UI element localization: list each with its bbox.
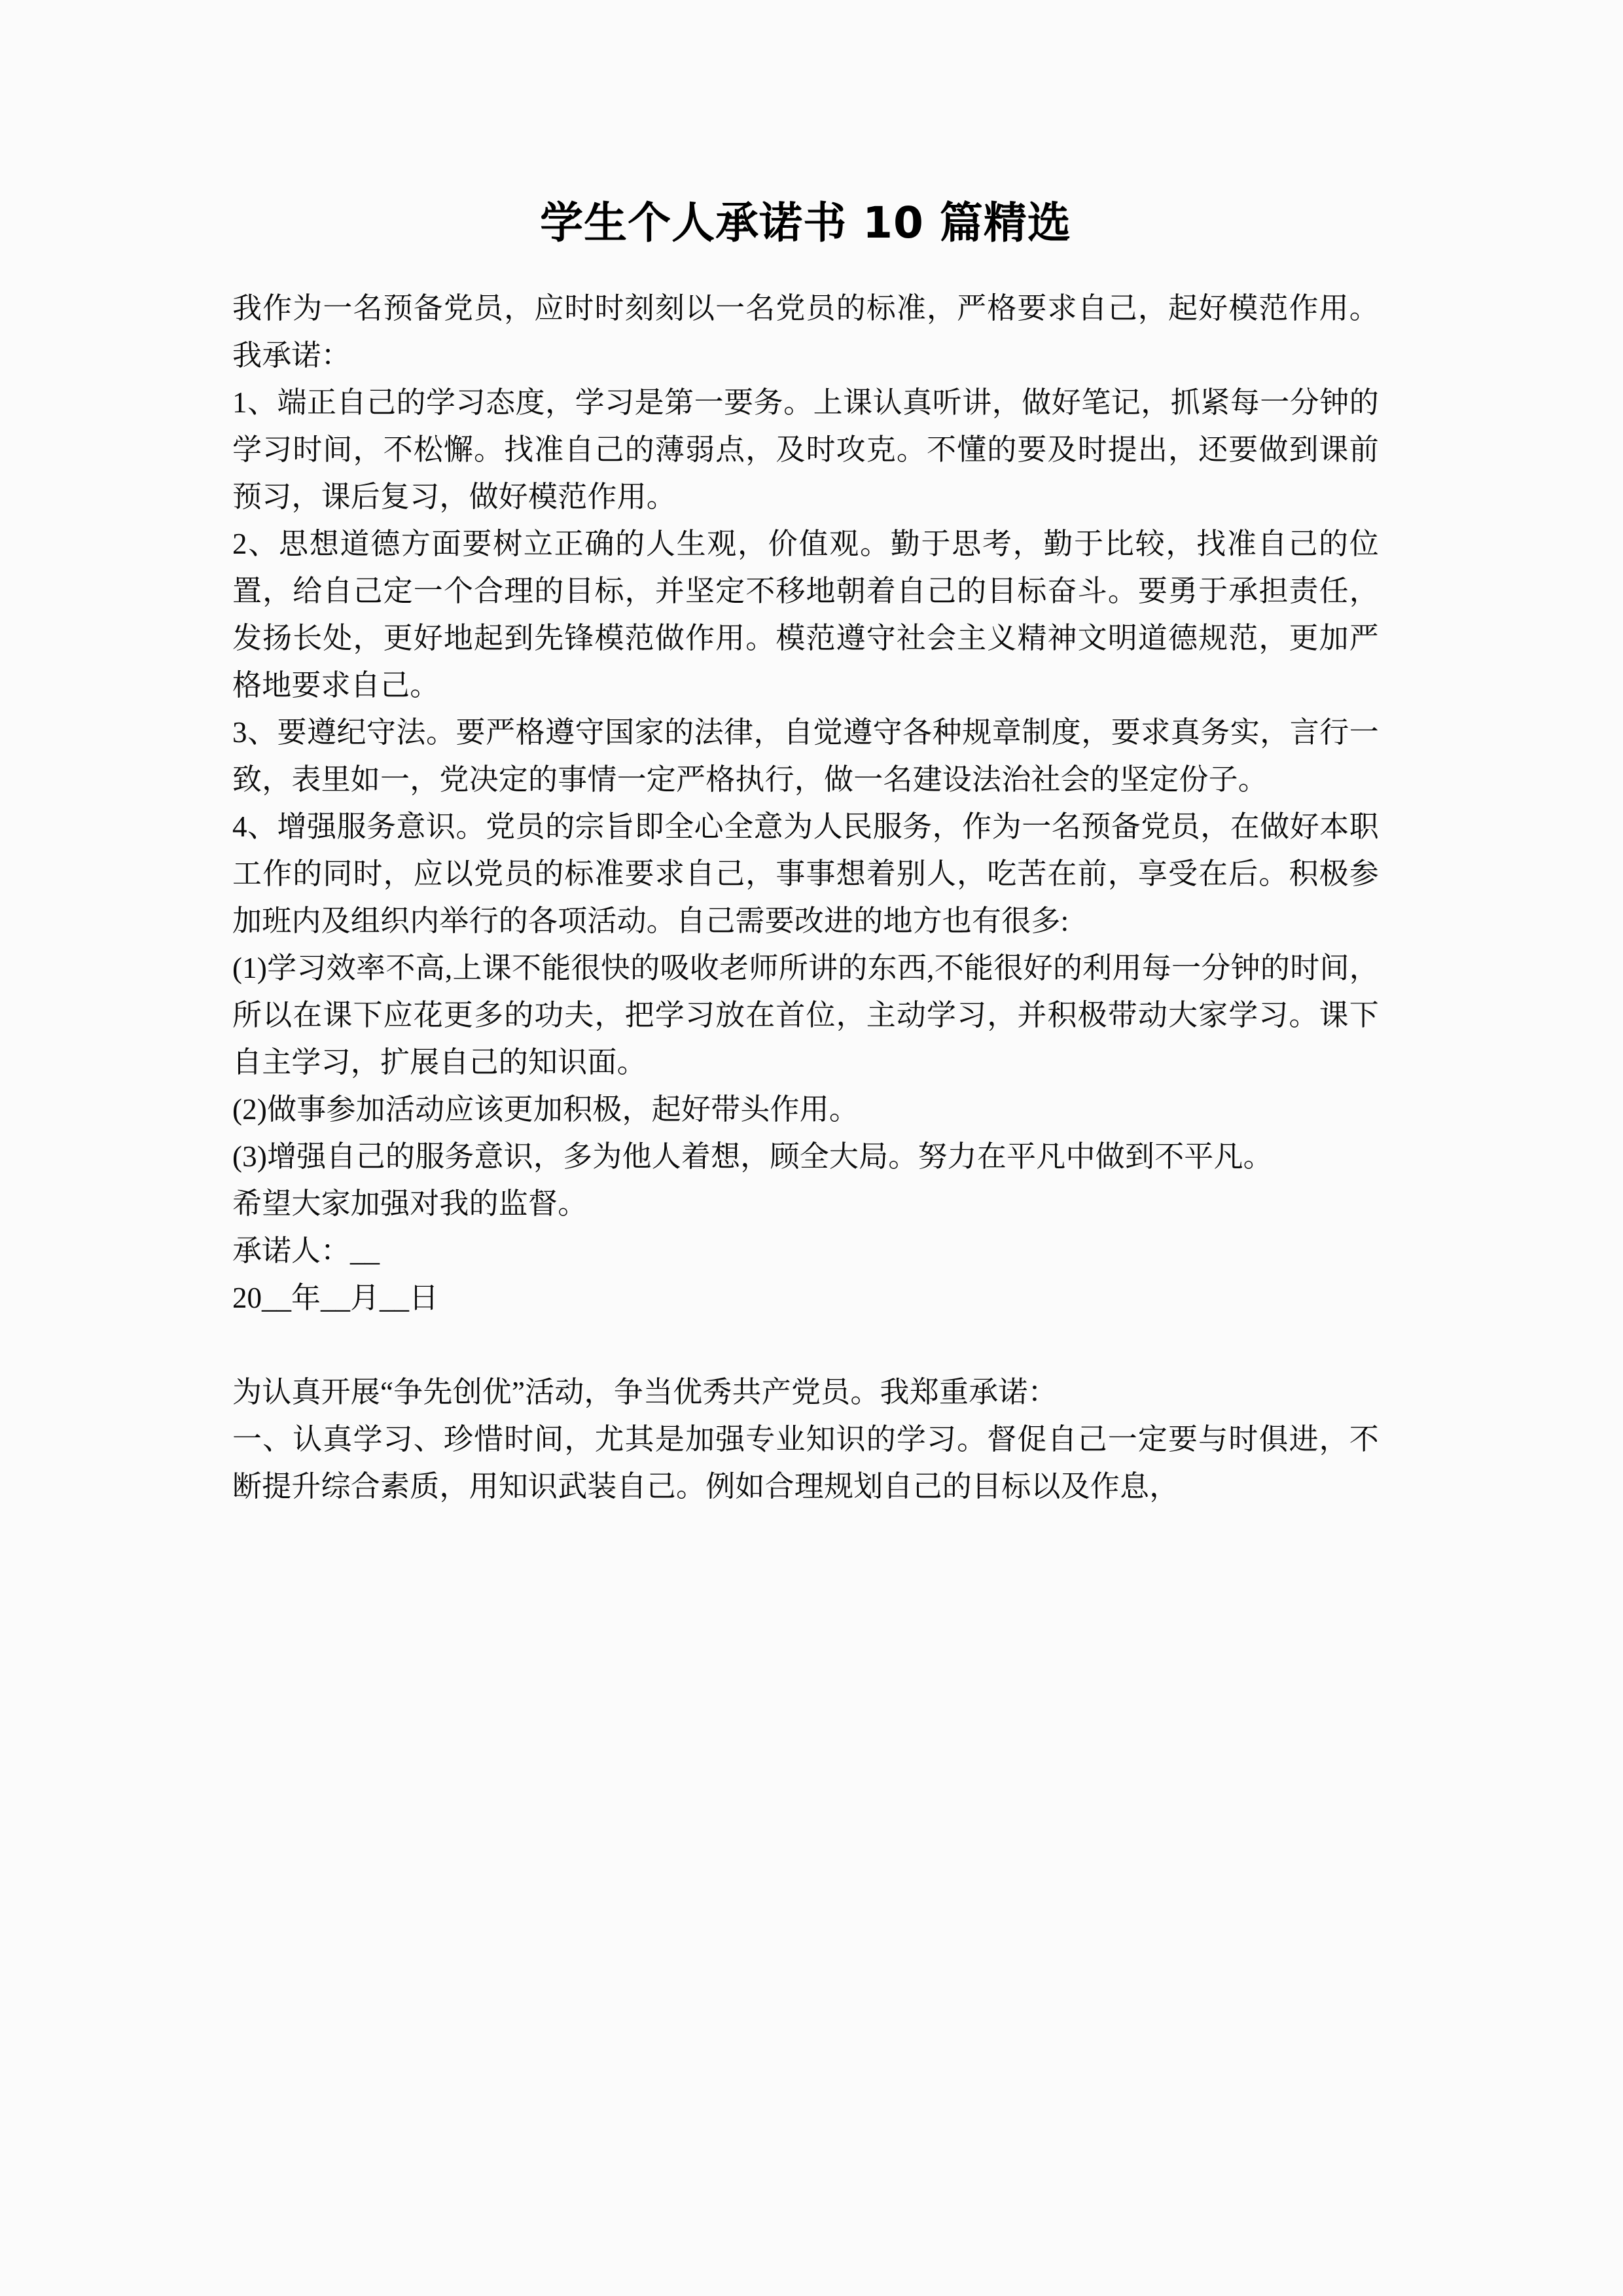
paragraph-second-intro: 为认真开展“争先创优”活动，争当优秀共产党员。我郑重承诺： [232, 1375, 1058, 1408]
promisor-label: 承诺人： [232, 1234, 351, 1267]
paragraph-sub-3: (3)增强自己的服务意识，多为他人着想，顾全大局。努力在平凡中做到不平凡。 [232, 1139, 1273, 1173]
paragraph-item-4: 4、增强服务意识。党员的宗旨即全心全意为人民服务，作为一名预备党员，在做好本职工作的同时，应以党员的标准要求自己，事事想着别人，吃苦在前，享受在后。积极参加班内及组织内举行的各项活动。自己需要改进的地方也有很多: [232, 810, 1379, 937]
page-title: 学生个人承诺书 10 篇精选 [540, 198, 1071, 248]
document-content [232, 0, 1379, 1510]
promisor-line [232, 1227, 1379, 1274]
paragraph-closing: 希望大家加强对我的监督。 [232, 1187, 588, 1220]
paragraph-item-1: 1、端正自己的学习态度，学习是第一要务。上课认真听讲，做好笔记，抓紧每一分钟的学习时间，不松懈。找准自己的薄弱点，及时攻克。不懂的要及时提出，还要做到课前预习，课后复习，做好模范作用。 [232, 386, 1379, 513]
section-spacer [232, 1321, 1379, 1369]
paragraph-sub-1: (1)学习效率不高,上课不能很快的吸收老师所讲的东西,不能很好的利用每一分钟的时间，所以在课下应花更多的功夫，把学习放在首位，主动学习，并积极带动大家学习。课下自主学习，扩展自己的知识面。 [232, 951, 1379, 1079]
paragraph-item-2: 2、思想道德方面要树立正确的人生观，价值观。勤于思考，勤于比较，找准自己的位置，给自己定一个合理的目标，并坚定不移地朝着自己的目标奋斗。要勇于承担责任，发扬长处，更好地起到先锋模范做作用。模范遵守社会主义精神文明道德规范，更加严格地要求自己。 [232, 527, 1379, 702]
paragraph-sub-2: (2)做事参加活动应该更加积极，起好带头作用。 [232, 1092, 859, 1126]
paragraph-item-3: 3、要遵纪守法。要严格遵守国家的法律，自觉遵守各种规章制度，要求真务实，言行一致，表里如一，党决定的事情一定严格执行，做一名建设法治社会的坚定份子。 [232, 715, 1379, 796]
promisor-blank: __ [350, 1234, 380, 1267]
date-line: 20__年__月__日 [232, 1281, 439, 1314]
document-body [232, 285, 1379, 1510]
paragraph-second-item-1: 一、认真学习、珍惜时间，尤其是加强专业知识的学习。督促自己一定要与时俱进，不断提升综合素质，用知识武装自己。例如合理规划自己的目标以及作息， [232, 1422, 1379, 1503]
paragraph-intro: 我作为一名预备党员，应时时刻刻以一名党员的标准，严格要求自己，起好模范作用。我承诺： [232, 291, 1379, 372]
